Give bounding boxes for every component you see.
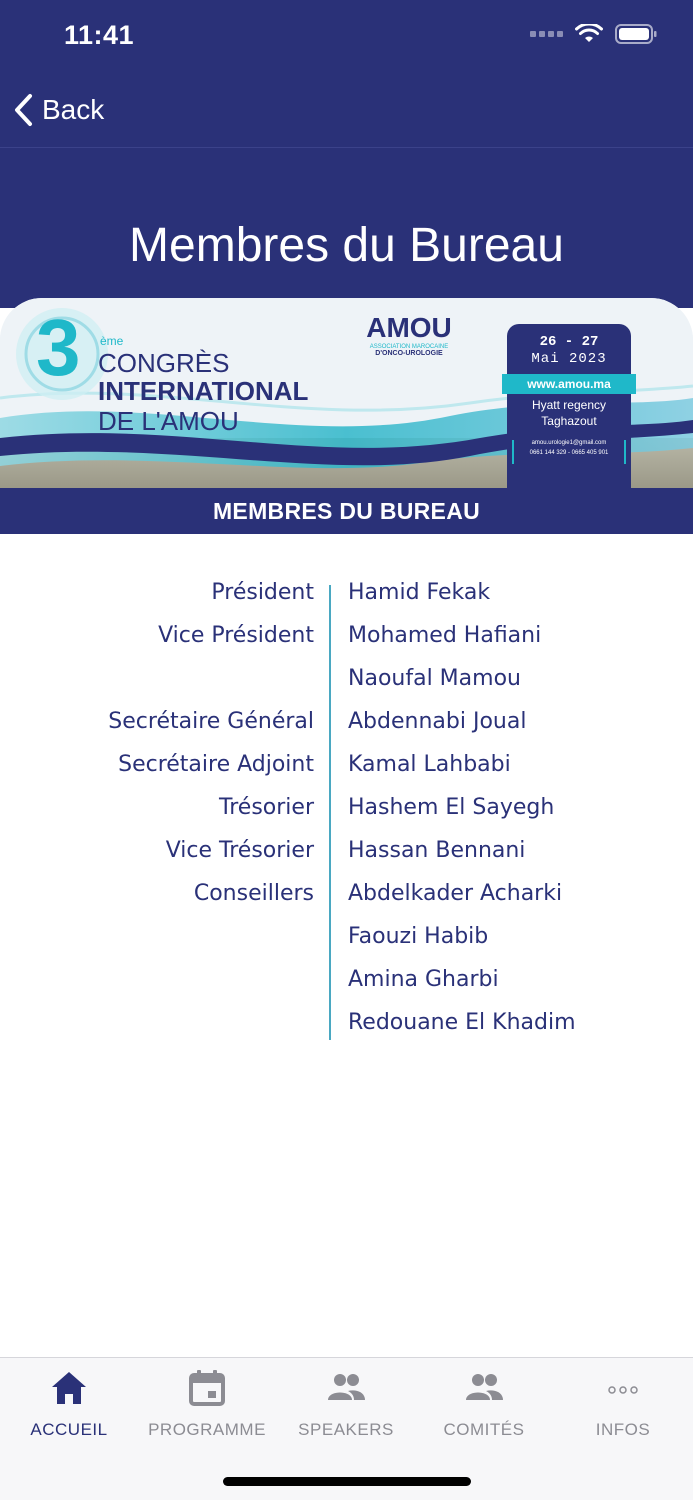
list-item	[0, 924, 693, 958]
member-name: Kamal Lahbabi	[348, 752, 511, 777]
member-name: Naoufal Mamou	[348, 666, 521, 691]
calendar-icon	[187, 1368, 227, 1408]
event-venue1: Hyatt regency	[531, 398, 607, 412]
navigation-bar	[0, 76, 693, 148]
list-item	[0, 838, 693, 872]
wifi-icon	[575, 24, 603, 44]
list-item	[0, 795, 693, 829]
tab-label: COMITÉS	[443, 1420, 525, 1439]
edition-number: 3	[36, 303, 81, 392]
home-icon	[49, 1368, 89, 1408]
member-role: Secrétaire Général	[108, 709, 314, 734]
member-name: Mohamed Hafiani	[348, 623, 542, 648]
battery-icon	[615, 24, 657, 44]
tab-comites[interactable]	[415, 1358, 553, 1458]
member-name: Hamid Fekak	[348, 580, 491, 605]
tab-label: PROGRAMME	[148, 1420, 266, 1439]
event-email: amou.urologie1@gmail.com	[531, 440, 607, 446]
member-name: Hassan Bennani	[348, 838, 526, 863]
member-name: Faouzi Habib	[348, 924, 489, 949]
member-role: Président	[211, 580, 314, 605]
status-icons	[530, 24, 657, 44]
member-name: Amina Gharbi	[348, 967, 499, 992]
amou-logo-sub1: ASSOCIATION MAROCAINE	[369, 344, 449, 350]
chevron-left-icon	[12, 93, 34, 127]
people-icon	[326, 1368, 366, 1408]
status-bar	[0, 0, 693, 76]
tab-programme[interactable]	[138, 1358, 276, 1458]
congress-line1: CONGRÈS	[98, 348, 230, 378]
tab-accueil[interactable]	[0, 1358, 138, 1458]
tab-label: INFOS	[595, 1420, 651, 1439]
page-title: Membres du Bureau	[129, 219, 564, 272]
congress-line2: INTERNATIONAL	[98, 376, 309, 406]
event-dates: 26 - 27	[539, 334, 599, 350]
status-time: 11:41	[64, 20, 135, 50]
list-item	[0, 752, 693, 786]
tab-label: ACCUEIL	[30, 1420, 108, 1439]
list-item	[0, 1010, 693, 1044]
tab-label: SPEAKERS	[298, 1420, 394, 1439]
member-name: Hashem El Sayegh	[348, 795, 555, 820]
event-website: www.amou.ma	[502, 374, 636, 394]
member-role: Vice Trésorier	[165, 838, 314, 863]
member-name: Redouane El Khadim	[348, 1010, 576, 1035]
list-item	[0, 580, 693, 614]
back-label: Back	[42, 94, 105, 125]
banner-footer: MEMBRES DU BUREAU	[0, 488, 693, 534]
event-venue2: Taghazout	[541, 414, 597, 428]
back-button[interactable]	[12, 88, 104, 132]
member-name: Abdelkader Acharki	[348, 881, 563, 906]
list-item	[0, 709, 693, 743]
member-name: Abdennabi Joual	[348, 709, 527, 734]
list-item	[0, 666, 693, 700]
list-item	[0, 623, 693, 657]
amou-logo	[366, 312, 452, 357]
edition-suffix: ème	[100, 334, 124, 348]
title-area	[0, 148, 693, 308]
more-icon	[603, 1368, 643, 1408]
amou-logo-sub2: D'ONCO-UROLOGIE	[375, 350, 443, 357]
tab-infos[interactable]	[554, 1358, 692, 1458]
list-item	[0, 881, 693, 915]
member-role: Vice Président	[158, 623, 314, 648]
event-month: Mai 2023	[531, 351, 607, 367]
member-role: Secrétaire Adjoint	[118, 752, 314, 777]
member-role: Conseillers	[193, 881, 314, 906]
member-role: Trésorier	[219, 795, 314, 820]
people-icon	[464, 1368, 504, 1408]
event-phones: 0661 144 329 - 0665 405 901	[529, 450, 609, 456]
event-contact	[512, 440, 626, 464]
signal-icon	[530, 31, 563, 37]
amou-logo-text: AMOU	[366, 312, 452, 343]
congress-line3: DE L'AMOU	[98, 406, 239, 436]
list-item	[0, 967, 693, 1001]
home-indicator	[223, 1477, 471, 1486]
tab-speakers[interactable]	[277, 1358, 415, 1458]
